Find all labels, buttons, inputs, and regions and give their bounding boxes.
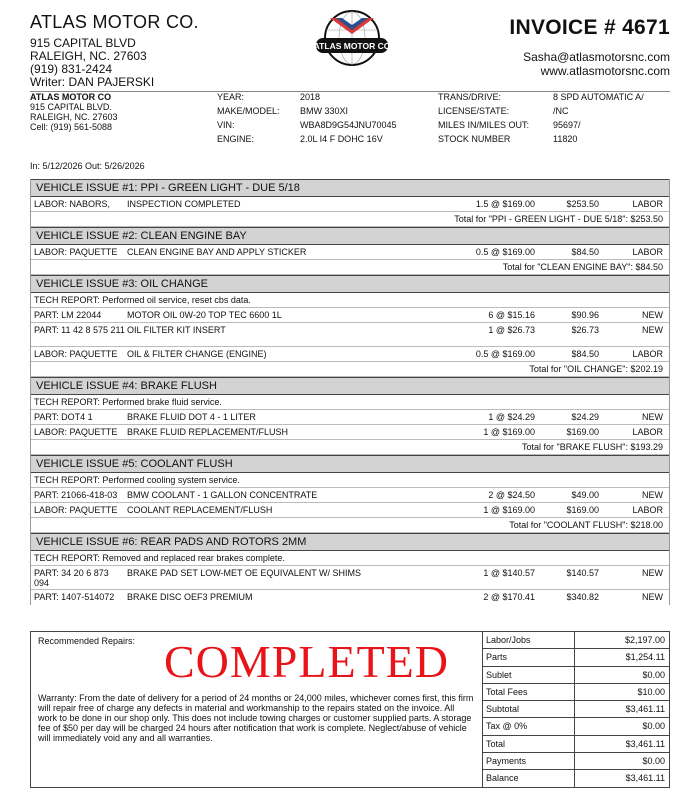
line-quantity: 1 @ $169.00	[483, 427, 535, 437]
issue-total: Total for "BRAKE FLUSH": $193.29	[31, 440, 669, 455]
line-type: NEW	[642, 568, 663, 578]
summary-label: Payments	[486, 756, 527, 767]
summary-label: Labor/Jobs	[486, 635, 531, 645]
line-quantity: 1 @ $26.73	[488, 325, 535, 335]
line-type: LABOR	[632, 199, 663, 209]
tech-report: TECH REPORT: Performed cooling system service.	[31, 473, 669, 488]
line-type: LABOR	[632, 349, 663, 359]
shop-block-name: ATLAS MOTOR CO	[30, 92, 112, 102]
summary-value: $1,254.11	[625, 652, 665, 663]
issue-heading: VEHICLE ISSUE #4: BRAKE FLUSH	[31, 377, 669, 395]
summary-value: $3,461.11	[625, 738, 665, 749]
line-item	[31, 197, 669, 212]
line-description: BRAKE FLUID DOT 4 - 1 LITER	[127, 412, 256, 422]
line-code: PART: DOT4 1	[34, 412, 93, 422]
line-description: BRAKE DISC OEF3 PREMIUM	[127, 592, 253, 602]
summary-row	[483, 649, 669, 666]
line-quantity: 2 @ $24.50	[488, 490, 535, 500]
line-item	[31, 245, 669, 260]
recommended-repairs-label: Recommended Repairs:	[38, 636, 136, 646]
line-code: LABOR: PAQUETTE	[34, 427, 118, 437]
line-amount: $90.96	[571, 310, 599, 320]
line-type: NEW	[642, 412, 663, 422]
engine-label: ENGINE:	[217, 134, 255, 144]
line-item	[31, 308, 669, 323]
line-quantity: 1 @ $24.29	[488, 412, 535, 422]
summary-row	[483, 632, 669, 649]
line-item	[31, 323, 669, 347]
line-description: OIL & FILTER CHANGE (ENGINE)	[127, 349, 267, 359]
vin-value: WBA8D9G54JNU70045	[300, 120, 397, 130]
shop-address-line2: RALEIGH, NC. 27603	[30, 49, 147, 63]
line-type: LABOR	[632, 505, 663, 515]
summary-row	[483, 753, 669, 770]
shop-block-address2: RALEIGH, NC. 27603	[30, 112, 118, 122]
line-amount: $84.50	[571, 247, 599, 257]
line-quantity: 1 @ $140.57	[483, 568, 535, 578]
line-description: COOLANT REPLACEMENT/FLUSH	[127, 505, 273, 515]
line-description: BMW COOLANT - 1 GALLON CONCENTRATE	[127, 490, 318, 500]
line-amount: $253.50	[566, 199, 599, 209]
line-amount: $84.50	[571, 349, 599, 359]
line-amount: $49.00	[571, 490, 599, 500]
trans-label: TRANS/DRIVE:	[438, 92, 502, 102]
line-description: OIL FILTER KIT INSERT	[127, 325, 226, 335]
vehicle-info	[30, 91, 670, 145]
vehicle-issues-table	[30, 179, 670, 605]
line-code: LABOR: PAQUETTE	[34, 505, 118, 515]
summary-row	[483, 667, 669, 684]
summary-value: $0.00	[642, 756, 665, 767]
line-code: PART: 11 42 8 575 211	[34, 325, 125, 335]
line-code: PART: 21066-418-03	[34, 490, 118, 500]
line-amount: $340.82	[566, 592, 599, 602]
line-quantity: 1.5 @ $169.00	[475, 199, 535, 209]
contact-email[interactable]: Sasha@atlasmotorsnc.com	[523, 50, 670, 64]
line-amount: $24.29	[571, 412, 599, 422]
invoice-header	[509, 16, 670, 78]
line-description: BRAKE PAD SET LOW-MET OE EQUIVALENT W/ SHIMS	[127, 568, 362, 578]
line-item	[31, 410, 669, 425]
summary-row	[483, 770, 669, 787]
summary-label: Subtotal	[486, 704, 520, 715]
miles-label: MILES IN/MILES OUT:	[438, 120, 530, 130]
atlas-logo	[312, 8, 392, 74]
issue-heading: VEHICLE ISSUE #3: OIL CHANGE	[31, 275, 669, 293]
miles-value: 95697/	[553, 120, 581, 130]
issue-total: Total for "CLEAN ENGINE BAY": $84.50	[31, 260, 669, 275]
stock-value: 11820	[553, 134, 578, 144]
issue-heading: VEHICLE ISSUE #6: REAR PADS AND ROTORS 2MM	[31, 533, 669, 551]
summary-row	[483, 684, 669, 701]
line-item	[31, 425, 669, 440]
summary-label: Tax @ 0%	[486, 721, 528, 732]
year-label: YEAR:	[217, 92, 245, 102]
issue-total: Total for "PPI - GREEN LIGHT - DUE 5/18": $253.50	[31, 212, 669, 227]
invoice-footer	[30, 631, 670, 788]
line-item	[31, 566, 669, 590]
license-value: /NC	[553, 106, 569, 116]
line-description: CLEAN ENGINE BAY AND APPLY STICKER	[127, 247, 307, 257]
summary-label: Total	[486, 738, 506, 749]
in-out-dates: In: 5/12/2026 Out: 5/26/2026	[30, 161, 145, 171]
line-type: NEW	[642, 592, 663, 602]
summary-value: $0.00	[642, 669, 665, 680]
line-amount: $169.00	[566, 427, 599, 437]
line-code: PART: LM 22044	[34, 310, 102, 320]
line-type: LABOR	[632, 247, 663, 257]
summary-value: $3,461.11	[625, 773, 665, 784]
tech-report: TECH REPORT: Removed and replaced rear brakes complete.	[31, 551, 669, 566]
line-amount: $140.57	[566, 568, 599, 578]
line-code: PART: 1407-514072	[34, 592, 115, 602]
line-description: INSPECTION COMPLETED	[127, 199, 241, 209]
line-item	[31, 503, 669, 518]
shop-name: ATLAS MOTOR CO.	[30, 12, 199, 32]
summary-label: Parts	[486, 652, 508, 663]
line-quantity: 0.5 @ $169.00	[475, 247, 535, 257]
invoice-number: INVOICE # 4671	[509, 16, 670, 39]
line-description: BRAKE FLUID REPLACEMENT/FLUSH	[127, 427, 289, 437]
line-amount: $26.73	[571, 325, 599, 335]
line-type: LABOR	[632, 427, 663, 437]
license-label: LICENSE/STATE:	[438, 106, 510, 116]
line-type: NEW	[642, 490, 663, 500]
line-code: LABOR: PAQUETTE	[34, 247, 118, 257]
summary-label: Sublet	[486, 669, 512, 680]
completed-stamp: COMPLETED	[164, 636, 449, 687]
line-type: NEW	[642, 325, 663, 335]
make-label: MAKE/MODEL:	[217, 106, 280, 116]
line-item	[31, 488, 669, 503]
logo-text: ATLAS MOTOR CO	[313, 41, 391, 51]
line-item	[31, 590, 669, 605]
summary-value: $0.00	[642, 721, 665, 732]
line-description: MOTOR OIL 0W-20 TOP TEC 6600 1L	[127, 310, 282, 320]
line-code: LABOR: NABORS,	[34, 199, 111, 209]
line-quantity: 1 @ $169.00	[483, 505, 535, 515]
line-code: LABOR: PAQUETTE	[34, 349, 118, 359]
summary-row	[483, 701, 669, 718]
line-item	[31, 347, 669, 362]
line-quantity: 6 @ $15.16	[488, 310, 535, 320]
line-amount: $169.00	[566, 505, 599, 515]
contact-website[interactable]: www.atlasmotorsnc.com	[540, 64, 670, 78]
summary-row	[483, 736, 669, 753]
summary-value: $2,197.00	[624, 635, 665, 645]
shop-address-line1: 915 CAPITAL BLVD	[30, 36, 136, 50]
vin-label: VIN:	[217, 120, 235, 130]
line-quantity: 0.5 @ $169.00	[475, 349, 535, 359]
summary-value: $10.00	[637, 686, 665, 697]
service-writer: Writer: DAN PAJERSKI	[30, 75, 155, 89]
line-quantity: 2 @ $170.41	[483, 592, 535, 602]
issue-heading: VEHICLE ISSUE #1: PPI - GREEN LIGHT - DUE 5/18	[31, 179, 669, 197]
stock-label: STOCK NUMBER	[438, 134, 511, 144]
issue-total: Total for "OIL CHANGE": $202.19	[31, 362, 669, 377]
engine-value: 2.0L I4 F DOHC 16V	[300, 134, 383, 144]
warranty-text: Warranty: From the date of delivery for a period of 24 months or 24,000 miles, whichever comes first, this firm will repair free of charge any defects in material and workmanship to the repairs stated on the invoice. All work to be done in our shop only. This does not include towing charges or customer supplied parts. A storage fee of $50 per day will be charged 24 hours after notification that work is complete. Neglect/abuse of vehicle will immediately void any and all warranties.	[38, 693, 474, 743]
shop-header	[30, 12, 199, 89]
issue-heading: VEHICLE ISSUE #5: COOLANT FLUSH	[31, 455, 669, 473]
issue-heading: VEHICLE ISSUE #2: CLEAN ENGINE BAY	[31, 227, 669, 245]
trans-value: 8 SPD AUTOMATIC A/	[553, 92, 644, 102]
shop-block	[30, 92, 118, 132]
make-value: BMW 330XI	[300, 106, 349, 116]
year-value: 2018	[300, 92, 321, 102]
summary-row	[483, 718, 669, 735]
summary-label: Balance	[486, 773, 519, 784]
tech-report: TECH REPORT: Performed oil service, reset cbs data.	[31, 293, 669, 308]
shop-block-cell: Cell: (919) 561-5088	[30, 122, 113, 132]
totals-summary	[482, 632, 669, 788]
line-type: NEW	[642, 310, 663, 320]
line-code: PART: 34 20 6 873 094	[34, 568, 109, 588]
shop-block-address1: 915 CAPITAL BLVD.	[30, 102, 112, 112]
shop-phone: (919) 831-2424	[30, 62, 113, 76]
tech-report: TECH REPORT: Performed brake fluid service.	[31, 395, 669, 410]
summary-value: $3,461.11	[625, 704, 665, 715]
issue-total: Total for "COOLANT FLUSH": $218.00	[31, 518, 669, 533]
summary-label: Total Fees	[486, 686, 528, 697]
